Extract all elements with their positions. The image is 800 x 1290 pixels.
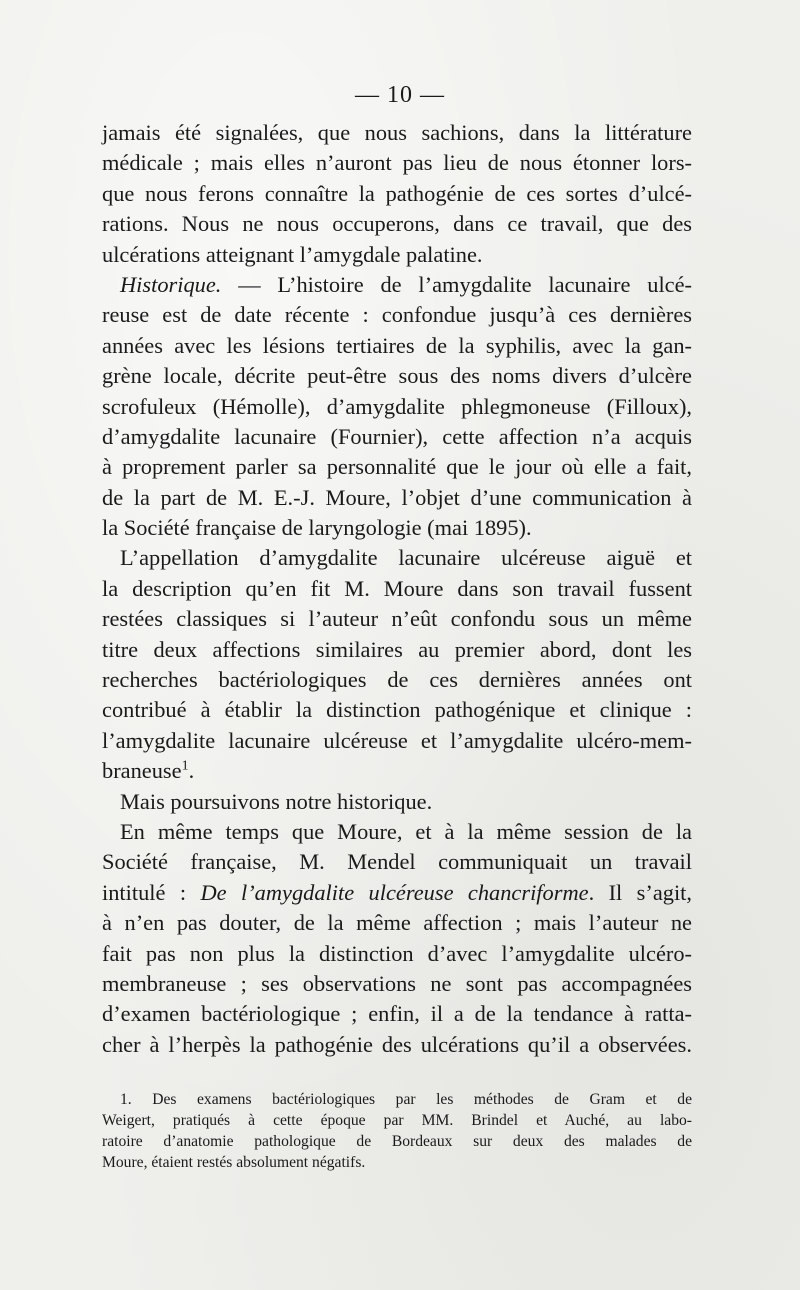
body-line: années avec les lésions tertiaires de la syphilis, avec la gan- xyxy=(102,332,692,358)
body-line: ulcérations atteignant l’amygdale palatine. xyxy=(102,241,483,267)
body-line-with-title xyxy=(102,878,692,908)
body-line-with-note xyxy=(102,756,692,786)
footnote-line: Moure, étaient restés absolument négatifs. xyxy=(102,1154,366,1171)
section-lead-historique: Historique. xyxy=(120,271,222,297)
body-line: jamais été signalées, que nous sachions, dans la littérature xyxy=(102,120,692,145)
footnote xyxy=(102,1089,692,1173)
footnote-marker: 1 xyxy=(181,758,189,774)
body-line: d’amygdalite lacunaire (Fournier), cette affection n’a acquis xyxy=(102,423,692,449)
body-line: médicale ; mais elles n’auront pas lieu de nous étonner lors- xyxy=(102,150,692,176)
page-number: — 10 — xyxy=(355,82,445,108)
body-line: que nous ferons connaître la pathogénie de ces sortes d’ulcé- xyxy=(102,180,692,206)
body-line: grène locale, décrite peut-être sous des noms divers d’ulcère xyxy=(102,363,692,389)
body-line-text: . xyxy=(188,758,195,784)
body-line: Mais poursuivons notre historique. xyxy=(120,788,433,814)
body-text xyxy=(102,118,692,1060)
work-title: De l’amygdalite ulcéreuse chancriforme xyxy=(200,879,589,905)
body-line: recherches bactériologiques de ces dernières années ont xyxy=(102,667,692,693)
body-line: Société française, M. Mendel communiquait un travail xyxy=(102,849,692,875)
body-line: membraneuse ; ses observations ne sont pas accompagnées xyxy=(102,970,692,996)
body-line: titre deux affections similaires au premier abord, dont les xyxy=(102,636,692,662)
body-line: la Société française de laryngologie (mai 1895). xyxy=(102,515,532,541)
body-line-text: braneuse xyxy=(102,758,182,784)
body-line: à proprement parler sa personnalité que le jour où elle a fait, xyxy=(102,454,692,480)
body-line: l’amygdalite lacunaire ulcéreuse et l’amygdalite ulcéro-mem- xyxy=(102,727,692,753)
body-line-historique xyxy=(102,270,692,300)
body-line-text: . Il s’agit, xyxy=(588,879,692,905)
footnote-line: 1. Des examens bactériologiques par les méthodes de Gram et de xyxy=(120,1091,692,1108)
body-line: contribué à établir la distinction pathogénique et clinique : xyxy=(102,697,692,723)
body-line: de la part de M. E.-J. Moure, l’objet d’une communication à xyxy=(102,484,692,510)
body-line-text: — L’histoire de l’amygdalite lacunaire ulcé- xyxy=(221,271,692,297)
body-line: la description qu’en fit M. Moure dans son travail fussent xyxy=(102,575,692,601)
body-line: fait pas non plus la distinction d’avec l’amygdalite ulcéro- xyxy=(102,940,692,966)
body-line-text: intitulé : xyxy=(102,879,201,905)
body-line: reuse est de date récente : confondue jusqu’à ces dernières xyxy=(102,302,692,328)
body-line: scrofuleux (Hémolle), d’amygdalite phlegmoneuse (Filloux), xyxy=(102,393,692,419)
footnote-line: Weigert, pratiqués à cette époque par MM. Brindel et Auché, au labo- xyxy=(102,1112,692,1129)
body-line: En même temps que Moure, et à la même session de la xyxy=(120,818,692,844)
body-line: restées classiques si l’auteur n’eût confondu sous un même xyxy=(102,606,692,632)
body-line: d’examen bactériologique ; enfin, il a de la tendance à ratta- xyxy=(102,1001,692,1027)
body-line: L’appellation d’amygdalite lacunaire ulcéreuse aiguë et xyxy=(120,545,692,571)
body-line: cher à l’herpès la pathogénie des ulcérations qu’il a observées. xyxy=(102,1031,692,1057)
body-line: rations. Nous ne nous occuperons, dans ce travail, que des xyxy=(102,211,692,237)
footnote-line: ratoire d’anatomie pathologique de Bordeaux sur deux des malades de xyxy=(102,1133,692,1150)
body-line: à n’en pas douter, de la même affection ; mais l’auteur ne xyxy=(102,910,692,936)
